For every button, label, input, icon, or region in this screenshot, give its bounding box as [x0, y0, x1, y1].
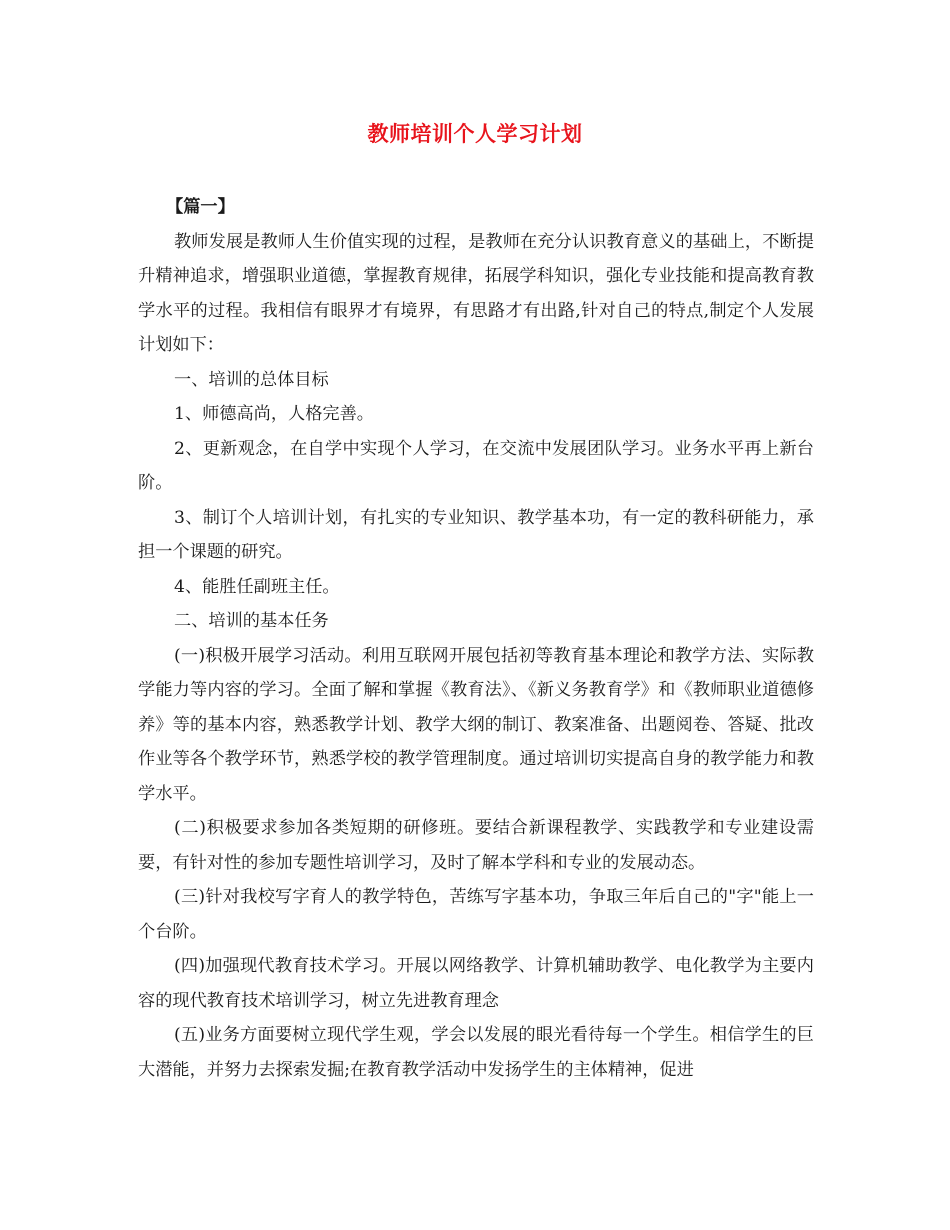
- document-title: 教师培训个人学习计划: [367, 121, 583, 146]
- task-item-2: (二)积极要求参加各类短期的研修班。要结合新课程教学、实践教学和专业建设需要，有针对性的参加专题性培训学习，及时了解本学科和专业的发展动态。: [138, 818, 814, 873]
- document-body: [138, 190, 814, 1087]
- task-item-3: (三)针对我校写字育人的教学特色，苦练写字基本功，争取三年后自己的"字"能上一个台阶。: [138, 887, 814, 942]
- goal-item-2: 2、更新观念，在自学中实现个人学习，在交流中发展团队学习。业务水平再上新台阶。: [138, 438, 814, 493]
- task-item-4: (四)加强现代教育技术学习。开展以网络教学、计算机辅助教学、电化教学为主要内容的现代教育技术培训学习，树立先进教育理念: [138, 956, 814, 1011]
- heading-basic-tasks: 二、培训的基本任务: [174, 611, 329, 631]
- task-item-1: (一)积极开展学习活动。利用互联网开展包括初等教育基本理论和教学方法、实际教学能力等内容的学习。全面了解和掌握《教育法》、《新义务教育学》和《教师职业道德修养》等的基本内容，熟悉教学计划、教学大纲的制订、教案准备、出题阅卷、答疑、批改作业等各个教学环节，熟悉学校的教学管理制度。通过培训切实提高自身的教学能力和教学水平。: [138, 645, 814, 804]
- task-item-5: (五)业务方面要树立现代学生观，学会以发展的眼光看待每一个学生。相信学生的巨大潜能，并努力去探索发掘;在教育教学活动中发扬学生的主体精神，促进: [138, 1025, 814, 1080]
- goal-item-4: 4、能胜任副班主任。: [174, 576, 340, 597]
- goal-item-1: 1、师德高尚，人格完善。: [174, 404, 374, 424]
- heading-overall-goals: 一、培训的总体目标: [174, 369, 329, 390]
- section-tag: 【篇一】: [166, 197, 235, 217]
- goal-item-3: 3、制订个人培训计划，有扎实的专业知识、教学基本功，有一定的教科研能力，承担一个课题的研究。: [138, 507, 814, 562]
- paragraph-intro: 教师发展是教师人生价值实现的过程，是教师在充分认识教育意义的基础上，不断提升精神追求，增强职业道德，掌握教育规律，拓展学科知识，强化专业技能和提高教育教学水平的过程。我相信有眼界才有境界，有思路才有出路,针对自己的特点,制定个人发展计划如下：: [138, 231, 814, 355]
